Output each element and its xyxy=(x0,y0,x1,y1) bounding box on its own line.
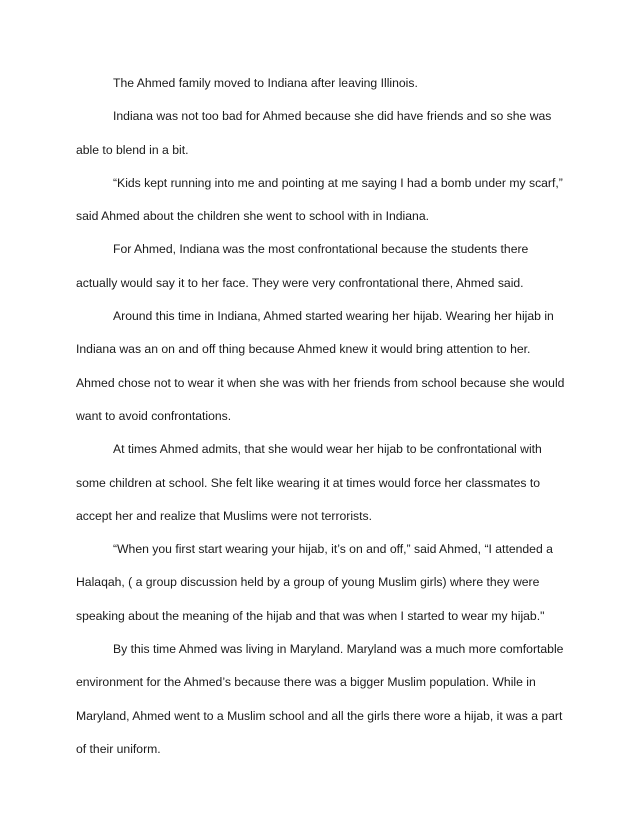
paragraph-5: Around this time in Indiana, Ahmed started wearing her hijab. Wearing her hijab in Indiana was an on and off thing because Ahmed knew it would bring attention to her. Ahmed chose not to wear it when she was with her friends from school because she would want to avoid confrontations. xyxy=(76,309,565,423)
paragraph-1: The Ahmed family moved to Indiana after leaving Illinois. xyxy=(113,76,418,90)
paragraph-2: Indiana was not too bad for Ahmed because she did have friends and so she was able to blend in a bit. xyxy=(76,109,552,157)
paragraph-4: For Ahmed, Indiana was the most confrontational because the students there actually would say it to her face. They were very confrontational there, Ahmed said. xyxy=(76,242,529,290)
paragraph-3: “Kids kept running into me and pointing at me saying I had a bomb under my scarf,” said Ahmed about the children she went to school with in Indiana. xyxy=(76,175,563,224)
paragraph-7: “When you first start wearing your hijab, it’s on and off,” said Ahmed, “I attended a Halaqah, ( a group discussion held by a group of young Muslim girls) where they were speaking about the meaning of the hijab and that was when I started to wear my hijab." xyxy=(76,542,553,623)
paragraph-8: By this time Ahmed was living in Maryland. Maryland was a much more comfortable environment for the Ahmed’s because there was a bigger Muslim population. While in Maryland, Ahmed went to a Muslim school and all the girls there wore a hijab, it was a part of their uniform. xyxy=(76,642,564,756)
document-body xyxy=(76,67,570,766)
paragraph-6: At times Ahmed admits, that she would wear her hijab to be confrontational with some children at school. She felt like wearing it at times would force her classmates to accept her and realize that Muslims were not terrorists. xyxy=(76,442,542,523)
